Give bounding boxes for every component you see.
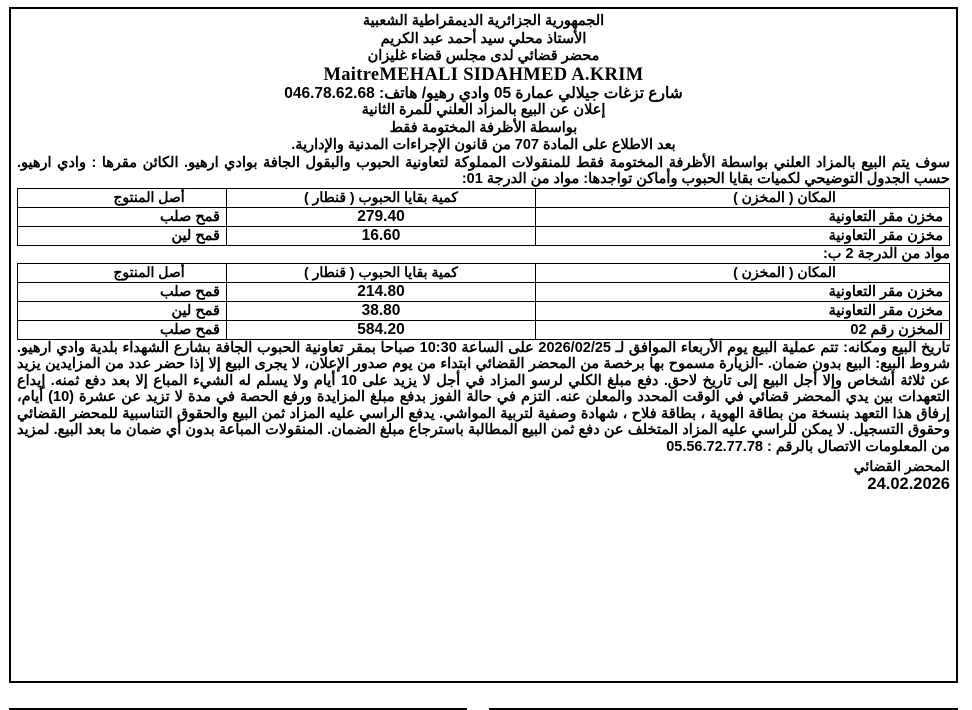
- grade2-label: مواد من الدرجة 2 ب:: [822, 245, 950, 262]
- header-place: المكان ( المخزن ): [536, 263, 950, 282]
- header-quantity: كمية بقايا الحبوب ( قنطار ): [227, 188, 536, 207]
- intro-paragraph: سوف يتم البيع بالمزاد العلني بواسطة الأظرفة المختومة فقط للمنقولات المملوكة لتعاونية الحبوب والبقول الجافة بوادي ارهيو. الكائن مقرها : وادي ارهيو. حسب الجدول التوضيحي لكميات بقايا الحبوب وأماكن تواجدها: مواد من الدرجة 01:: [17, 154, 950, 187]
- auction-notice: [9, 7, 958, 683]
- header-place: المكان ( المخزن ): [536, 188, 950, 207]
- header-origin: أصل المنتوج: [18, 263, 227, 282]
- bailiff-court: محضر قضائي لدى مجلس قضاء غليزان: [367, 48, 600, 64]
- signature-date: 24.02.2026: [867, 475, 950, 493]
- sale-terms-paragraph: تاريخ البيع ومكانه: تتم عملية البيع يوم الأربعاء الموافق لـ 2026/02/25 على الساعة 10:30 صباحا بمقر تعاونية الحبوب الجافة بشارع الشهداء بلدية وادي ارهيو. شروط البيع: البيع بدون ضمان. -الزيارة مسموح بها برخصة من المحضر القضائي ابتداء من يوم صدور الإعلان، لا يجرى البيع إلا إذا حضر عدد من المزايدين يزيد عن ثلاثة أشخاص وإلا أجل البيع إلى تاريخ لاحق. دفع مبلغ الكلي لرسو المزاد في أجل لا يزيد على 10 أيام ولا يسلم له الشيء المباع إلا بعد دفع ثمنه. إيداع التعهدات بين يدي المحضر قضائي في الوقت المحدد والمعلن عنه. التزم في حالة الفوز بدفع مبلغ المزايدة ورفع الحصة في مدة لا تزيد عن عشرة (10) أيام، إرفاق هذا التعهد بنسخة من بطاقة الهوية ، بطاقة فلاح ، شهادة وصفية لتربية المواشي. يدفع الراسي عليه المزاد ثمن البيع والحقوق التناسبية للمحضر القضائي وحقوق التسجيل. لا يمكن للراسي عليه المزاد المتخلف عن دفع ثمن البيع المطالبة باسترجاع مبلغ الضمان. المنقولات المباعة بدون أي ضمان ما بعد البيع. لمزيد من المعلومات الاتصال بالرقم : 05.56.72.77.78: [17, 339, 950, 455]
- cell-quantity: 584.20: [227, 320, 536, 339]
- cell-origin: قمح لين: [18, 226, 227, 245]
- table-header-row: [18, 188, 950, 207]
- cell-origin: قمح صلب: [18, 207, 227, 226]
- grade2-table: [17, 263, 950, 340]
- notice-method: بواسطة الأظرفة المختومة فقط: [389, 119, 578, 136]
- table-row: [18, 320, 950, 339]
- cell-place: مخزن مقر التعاونية: [536, 226, 950, 245]
- cell-quantity: 214.80: [227, 282, 536, 301]
- cell-place: المخزن رقم 02: [536, 320, 950, 339]
- cell-origin: قمح صلب: [18, 320, 227, 339]
- cell-origin: قمح صلب: [18, 282, 227, 301]
- signature-block: [17, 457, 950, 493]
- bailiff-name-arabic: الأستاذ محلي سيد أحمد عبد الكريم: [380, 30, 587, 47]
- grade1-table: [17, 188, 950, 246]
- cell-place: مخزن مقر التعاونية: [536, 282, 950, 301]
- table-row: [18, 207, 950, 226]
- table-row: [18, 282, 950, 301]
- cell-quantity: 279.40: [227, 207, 536, 226]
- header-quantity: كمية بقايا الحبوب ( قنطار ): [227, 263, 536, 282]
- office-address-phone: شارع تزغات جيلالي عمارة 05 وادي رهيو/ هاتف: 046.78.62.68: [284, 84, 683, 102]
- cell-place: مخزن مقر التعاونية: [536, 301, 950, 320]
- bailiff-name-latin: MaitreMEHALI SIDAHMED A.KRIM: [323, 64, 644, 85]
- cell-quantity: 16.60: [227, 226, 536, 245]
- table-row: [18, 226, 950, 245]
- cell-place: مخزن مقر التعاونية: [536, 207, 950, 226]
- header-origin: أصل المنتوج: [18, 188, 227, 207]
- table-row: [18, 301, 950, 320]
- notice-title: إعلان عن البيع بالمزاد العلني للمرة الثانية: [361, 102, 606, 118]
- table-header-row: [18, 263, 950, 282]
- republic-title: الجمهورية الجزائرية الديمقراطية الشعبية: [362, 13, 605, 29]
- cell-origin: قمح لين: [18, 301, 227, 320]
- cell-quantity: 38.80: [227, 301, 536, 320]
- legal-reference: بعد الاطلاع على المادة 707 من قانون الإجراءات المدنية والإدارية.: [291, 137, 676, 153]
- signature-title: المحضر القضائي: [853, 458, 950, 474]
